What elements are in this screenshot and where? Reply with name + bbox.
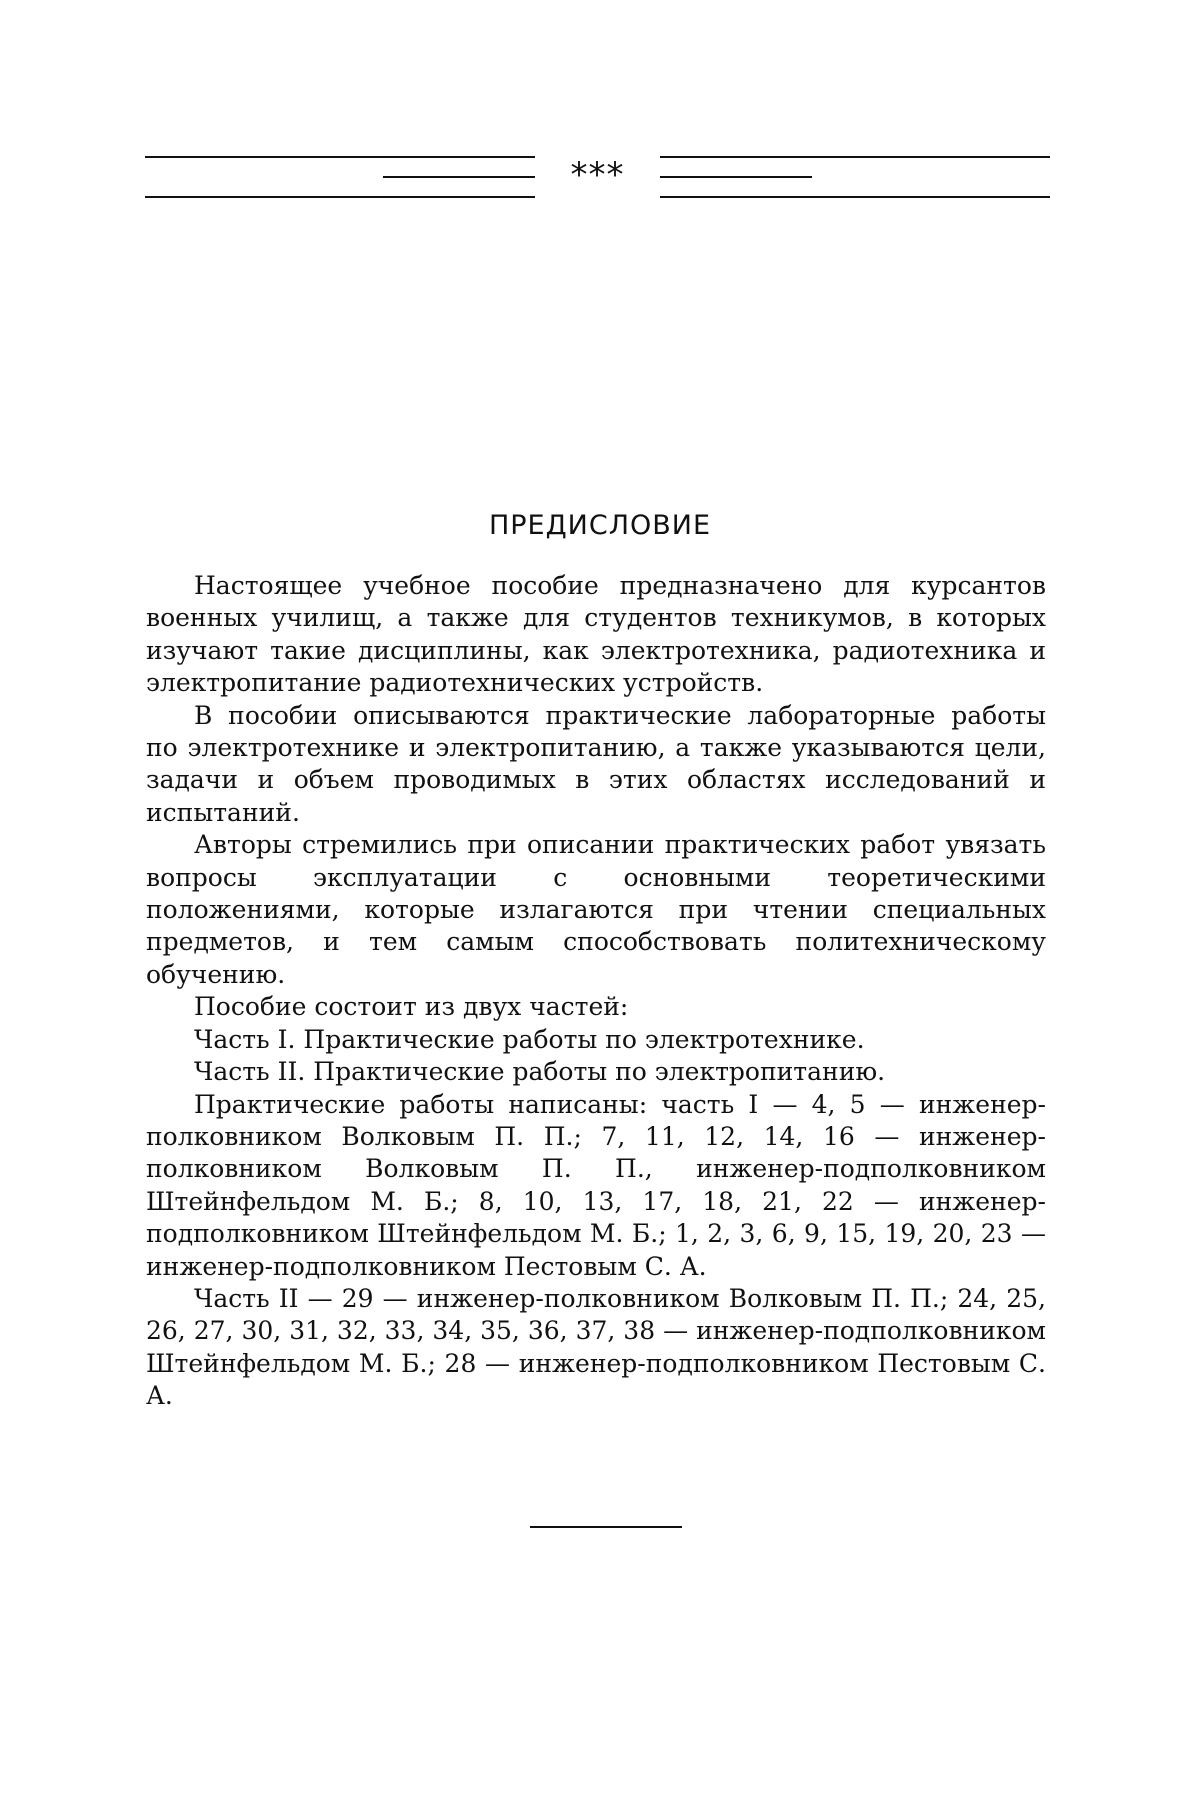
page-title: ПРЕДИСЛОВИЕ xyxy=(488,510,712,541)
paragraph: Часть II. Практические работы по электропитанию. xyxy=(194,1057,886,1087)
paragraph: Пособие состоит из двух частей: xyxy=(194,992,629,1022)
paragraph: Часть II — 29 — инженер-полковником Волковым П. П.; 24, 25, 26, 27, 30, 31, 32, 33, 34, 35, 36, 37, 38 — инженер-подполковником Штейнфельдом М. Б.; 28 — инженер-подполковником Пестовым С. А. xyxy=(146,1283,1046,1411)
header-ornament xyxy=(145,150,1050,200)
preface-body xyxy=(146,570,1046,1413)
ornament-rule-bottom-left xyxy=(145,196,535,198)
paragraph: Настоящее учебное пособие предназначено для курсантов военных училищ, а также для студентов техникумов, в которых изучают такие дисциплины, как электротехника, радиотехника и электропитание радиотехнических устройств. xyxy=(146,571,1046,698)
paragraph: Часть I. Практические работы по электротехнике. xyxy=(194,1024,865,1054)
paragraph: Практические работы написаны: часть I — 4, 5 — инженер-полковником Волковым П. П.; 7, 11, 12, 14, 16 — инженер-полковником Волковым П. П., инженер-подполковником Штейнфельдом М. Б.; 8, 10, 13, 17, 18, 21, 22 — инженер-подполковником Штейнфельдом М. Б.; 1, 2, 3, 6, 9, 15, 19, 20, 23 — инженер-подполковником Пестовым С. А. xyxy=(146,1089,1046,1281)
paragraph: Авторы стремились при описании практических работ увязать вопросы эксплуатации с основными теоретическими положениями, которые излагаются при чтении специальных предметов, и тем самым способствовать политехническому обучению. xyxy=(146,830,1046,989)
ornament-rule-bottom-right xyxy=(660,196,1050,198)
ending-divider xyxy=(530,1526,682,1528)
ornament-stars: *** xyxy=(570,155,625,195)
paragraph: В пособии описываются практические лабораторные работы по электротехнике и электропитанию, а также указываются цели, задачи и объем проводимых в этих областях исследований и испытаний. xyxy=(146,700,1046,827)
